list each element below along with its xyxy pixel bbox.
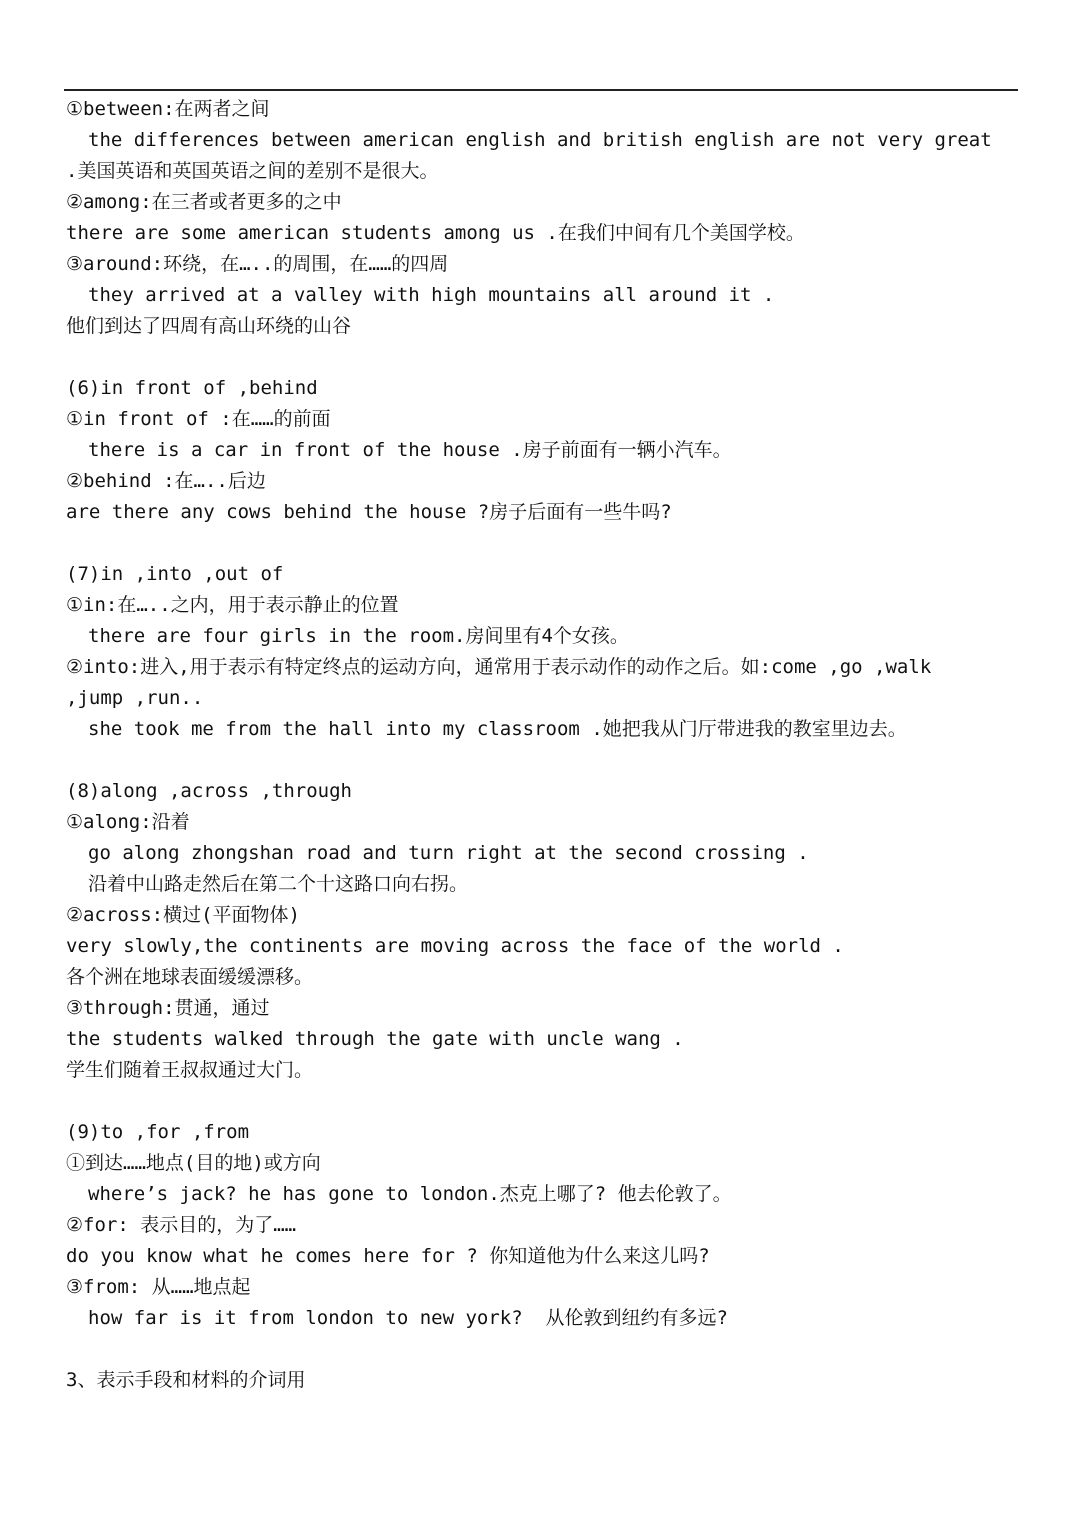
- text-line: go along zhongshan road and turn right at the second crossing .: [88, 842, 809, 864]
- text-line: ,jump ,run..: [66, 687, 204, 709]
- document-body: [66, 94, 1026, 1396]
- text-line: ③around:环绕，在…..的周围，在……的四周: [66, 253, 449, 275]
- text-line: are there any cows behind the house ?房子后面有一些牛吗?: [66, 501, 672, 523]
- text-line: 沿着中山路走然后在第二个十这路口向右拐。: [88, 873, 469, 895]
- text-line: ①along:沿着: [66, 811, 190, 833]
- blank-line: [66, 528, 1026, 559]
- text-line: 他们到达了四周有高山环绕的山谷: [66, 315, 352, 337]
- text-line: the students walked through the gate with uncle wang .: [66, 1028, 684, 1050]
- text-line: 各个洲在地球表面缓缓漂移。: [66, 966, 314, 988]
- text-line: there are four girls in the room.房间里有4个女孩。: [88, 625, 629, 647]
- text-line: do you know what he comes here for ? 你知道他为什么来这儿吗?: [66, 1245, 710, 1267]
- section-heading: 3、表示手段和材料的介词用: [66, 1369, 306, 1391]
- text-line: she took me from the hall into my classroom .她把我从门厅带进我的教室里边去。: [88, 718, 907, 740]
- text-line: ③from: 从……地点起: [66, 1276, 251, 1298]
- section-heading: (8)along ,across ,through: [66, 780, 352, 802]
- text-line: ③through:贯通，通过: [66, 997, 270, 1019]
- header-rule: [64, 89, 1018, 91]
- text-line: ②across:横过(平面物体): [66, 904, 300, 926]
- section-heading: (6)in front of ,behind: [66, 377, 318, 399]
- text-line: where’s jack? he has gone to london.杰克上哪了? 他去伦敦了。: [88, 1183, 732, 1205]
- text-line: .美国英语和英国英语之间的差别不是很大。: [66, 160, 439, 182]
- text-line: ①between:在两者之间: [66, 98, 270, 120]
- text-line: ②for: 表示目的，为了……: [66, 1214, 297, 1236]
- text-line: ②among:在三者或者更多的之中: [66, 191, 342, 213]
- blank-line: [66, 745, 1026, 776]
- text-line: ①到达……地点(目的地)或方向: [66, 1152, 321, 1174]
- text-line: ①in front of :在……的前面: [66, 408, 331, 430]
- text-line: the differences between american english and british english are not very great: [88, 129, 992, 151]
- text-line: ①in:在…..之内，用于表示静止的位置: [66, 594, 399, 616]
- text-line: 学生们随着王叔叔通过大门。: [66, 1059, 314, 1081]
- text-line: how far is it from london to new york? 从伦敦到纽约有多远?: [88, 1307, 728, 1329]
- text-line: very slowly,the continents are moving across the face of the world .: [66, 935, 844, 957]
- text-line: ②behind :在…..后边: [66, 470, 266, 492]
- section-heading: (7)in ,into ,out of: [66, 563, 284, 585]
- text-line: they arrived at a valley with high mountains all around it .: [88, 284, 775, 306]
- blank-line: [66, 1334, 1026, 1365]
- blank-line: [66, 342, 1026, 373]
- blank-line: [66, 1086, 1026, 1117]
- text-line: there are some american students among us .在我们中间有几个美国学校。: [66, 222, 805, 244]
- text-line: ②into:进入,用于表示有特定终点的运动方向，通常用于表示动作的动作之后。如:come ,go ,walk: [66, 656, 932, 678]
- section-heading: (9)to ,for ,from: [66, 1121, 250, 1143]
- text-line: there is a car in front of the house .房子前面有一辆小汽车。: [88, 439, 732, 461]
